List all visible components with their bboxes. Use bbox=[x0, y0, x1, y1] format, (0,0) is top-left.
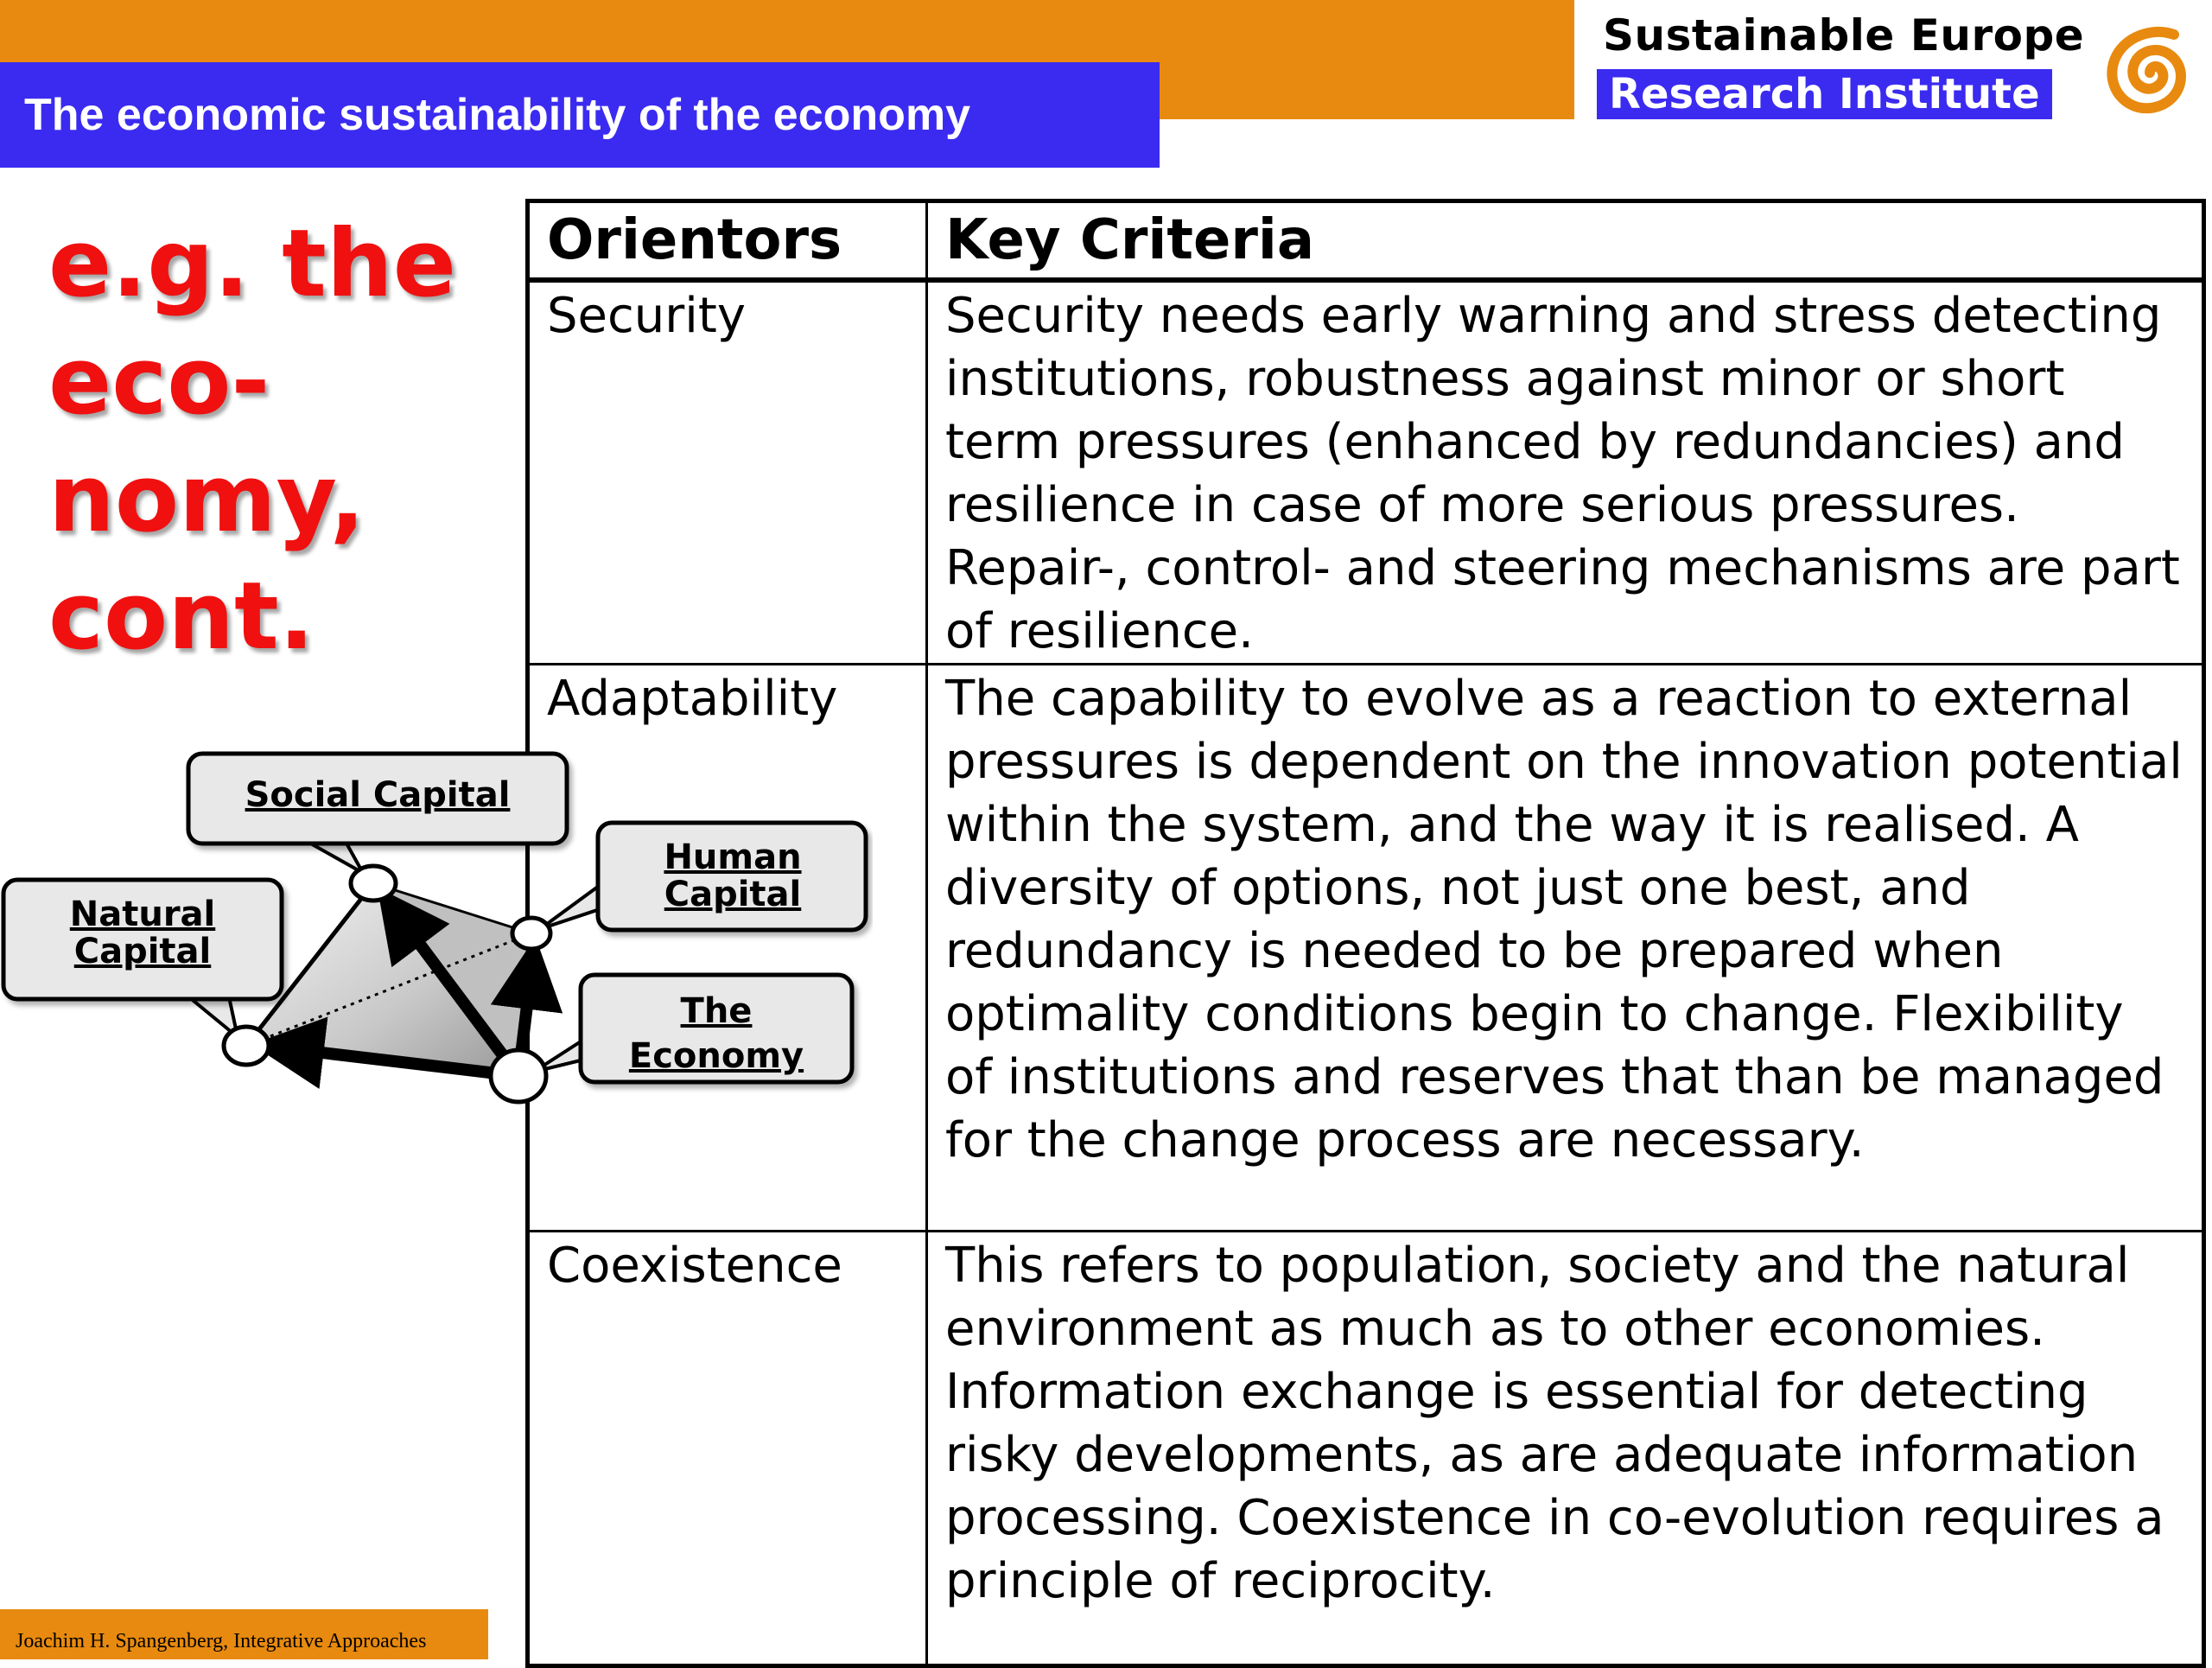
side-heading-line: e.g. the bbox=[48, 210, 456, 318]
label-social-capital: Social Capital bbox=[245, 775, 511, 815]
orientor-cell: Security bbox=[528, 280, 927, 665]
node-economy bbox=[491, 1050, 546, 1102]
logo-text-line1: Sustainable Europe bbox=[1603, 10, 2085, 60]
node-human-capital bbox=[512, 918, 550, 949]
header-orientors: Orientors bbox=[528, 201, 927, 281]
slide-title: The economic sustainability of the economy bbox=[24, 90, 971, 140]
label-natural-capital-line2: Capital bbox=[73, 932, 212, 971]
title-banner bbox=[0, 62, 1160, 168]
label-human-capital-line1: Human bbox=[664, 837, 802, 877]
side-heading-line: nomy, bbox=[48, 445, 365, 553]
table-row bbox=[528, 1232, 2204, 1666]
criteria-cell: Security needs early warning and stress detecting institutions, robustness against minor or short term pressures (enhanced by redundancies) and resilience in case of more serious pressures. Repair-, control- and steering mechanisms are part of resilience. bbox=[927, 280, 2204, 665]
side-heading-line: eco- bbox=[48, 328, 270, 436]
criteria-cell: This refers to population, society and the natural environment as much as to other economies. Information exchange is essential for detecting risky developments, as are adequate information processing. Coexistence in co-evolution requires a principle of reciprocity. bbox=[927, 1232, 2204, 1666]
footer-author: Joachim H. Spangenberg, Integrative Approaches bbox=[16, 1630, 427, 1652]
side-heading bbox=[48, 206, 532, 676]
spiral-icon bbox=[2096, 17, 2203, 128]
table-header-row bbox=[528, 201, 2204, 281]
node-natural-capital bbox=[224, 1027, 269, 1065]
callout-pointer bbox=[540, 882, 605, 929]
side-heading-line: cont. bbox=[48, 563, 315, 671]
label-economy-line2: Economy bbox=[628, 1036, 804, 1076]
label-human-capital-line2: Capital bbox=[664, 875, 802, 914]
orientor-cell: Coexistence bbox=[528, 1232, 927, 1666]
label-natural-capital-line1: Natural bbox=[69, 894, 216, 934]
node-social-capital bbox=[351, 866, 396, 901]
label-economy-line1: The bbox=[680, 991, 753, 1031]
capital-network-diagram bbox=[0, 743, 873, 1124]
table-row bbox=[528, 280, 2204, 665]
logo-text-line2: Research Institute bbox=[1597, 69, 2052, 119]
orientor-cell: Adaptability bbox=[528, 665, 927, 1232]
header-key-criteria: Key Criteria bbox=[927, 201, 2204, 281]
criteria-cell: The capability to evolve as a reaction to external pressures is dependent on the innovation potential within the system, and the way it is realised. A diversity of options, not just one best, and redundancy is needed to be prepared when optimality conditions begin to change. Flexibility of institutions and reserves that than be managed for the change process are necessary. bbox=[927, 665, 2204, 1232]
